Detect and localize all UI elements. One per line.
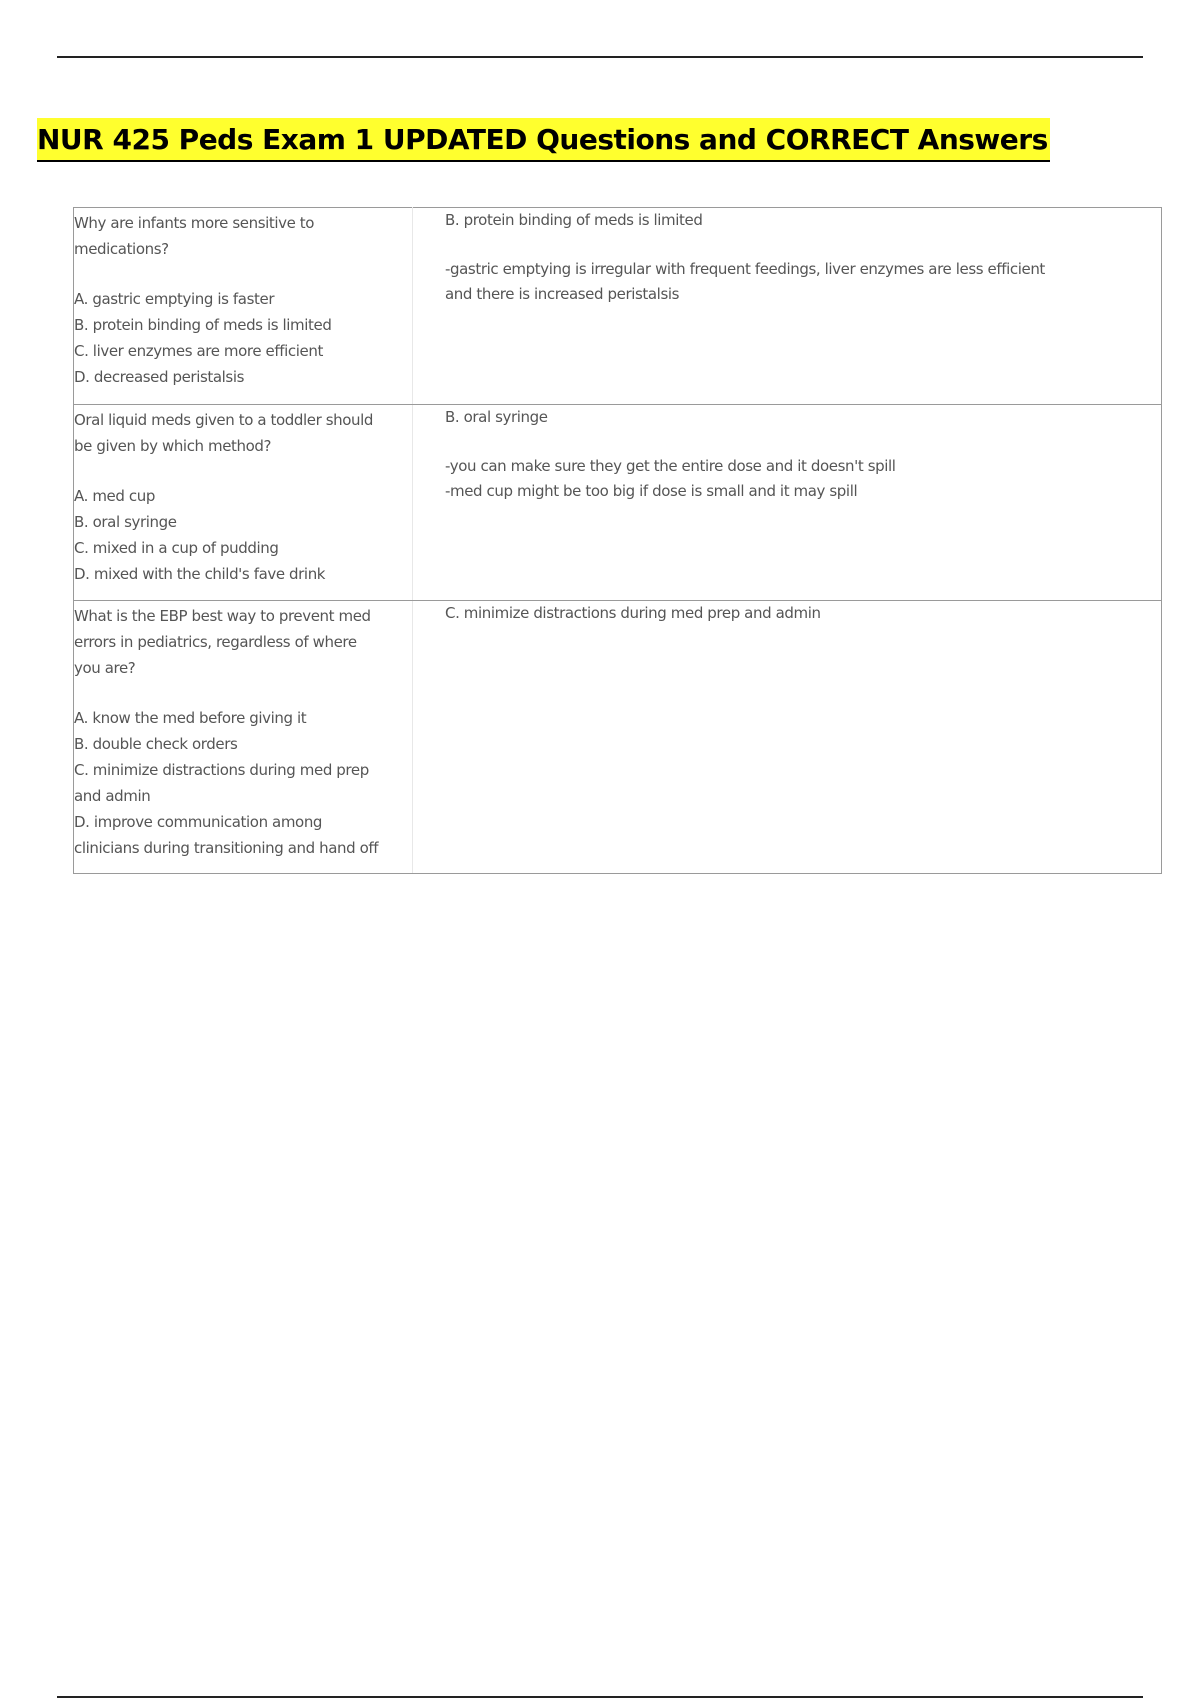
answer-cell [413, 405, 1162, 601]
answer-text: B. oral syringe [445, 408, 548, 426]
question-text: you are? [74, 659, 136, 677]
rationale-text: -gastric emptying is irregular with frequent feedings, liver enzymes are less efficient [445, 260, 1045, 278]
option-c: and admin [74, 787, 151, 805]
table-row [74, 208, 1162, 405]
option-c: C. mixed in a cup of pudding [74, 539, 279, 557]
document-title: NUR 425 Peds Exam 1 UPDATED Questions and CORRECT Answers [37, 118, 1050, 162]
option-a: A. know the med before giving it [74, 709, 307, 727]
question-text: errors in pediatrics, regardless of where [74, 633, 357, 651]
table-row [74, 405, 1162, 601]
option-b: B. protein binding of meds is limited [74, 316, 332, 334]
question-text: be given by which method? [74, 437, 272, 455]
question-text: What is the EBP best way to prevent med [74, 607, 371, 625]
question-text: Oral liquid meds given to a toddler should [74, 411, 374, 429]
footer-rule [57, 1696, 1143, 1698]
option-a: A. med cup [74, 487, 155, 505]
option-d: D. decreased peristalsis [74, 368, 245, 386]
header-rule [57, 56, 1143, 58]
qa-table [73, 207, 1162, 874]
rationale-text: -med cup might be too big if dose is small and it may spill [445, 482, 858, 500]
answer-cell [413, 601, 1162, 874]
question-cell [74, 208, 413, 405]
option-a: A. gastric emptying is faster [74, 290, 275, 308]
title-block [37, 118, 1050, 162]
answer-text: B. protein binding of meds is limited [445, 211, 703, 229]
option-d: D. mixed with the child's fave drink [74, 565, 326, 583]
answer-text: C. minimize distractions during med prep and admin [445, 604, 821, 622]
option-b: B. oral syringe [74, 513, 177, 531]
rationale-text: -you can make sure they get the entire dose and it doesn't spill [445, 457, 896, 475]
question-cell [74, 601, 413, 874]
rationale-text: and there is increased peristalsis [445, 285, 680, 303]
option-c: C. minimize distractions during med prep [74, 761, 369, 779]
question-cell [74, 405, 413, 601]
option-d: clinicians during transitioning and hand off [74, 839, 379, 857]
question-text: Why are infants more sensitive to [74, 214, 315, 232]
question-text: medications? [74, 240, 169, 258]
answer-cell [413, 208, 1162, 405]
option-b: B. double check orders [74, 735, 238, 753]
option-d: D. improve communication among [74, 813, 323, 831]
option-c: C. liver enzymes are more efficient [74, 342, 323, 360]
table-row [74, 601, 1162, 874]
